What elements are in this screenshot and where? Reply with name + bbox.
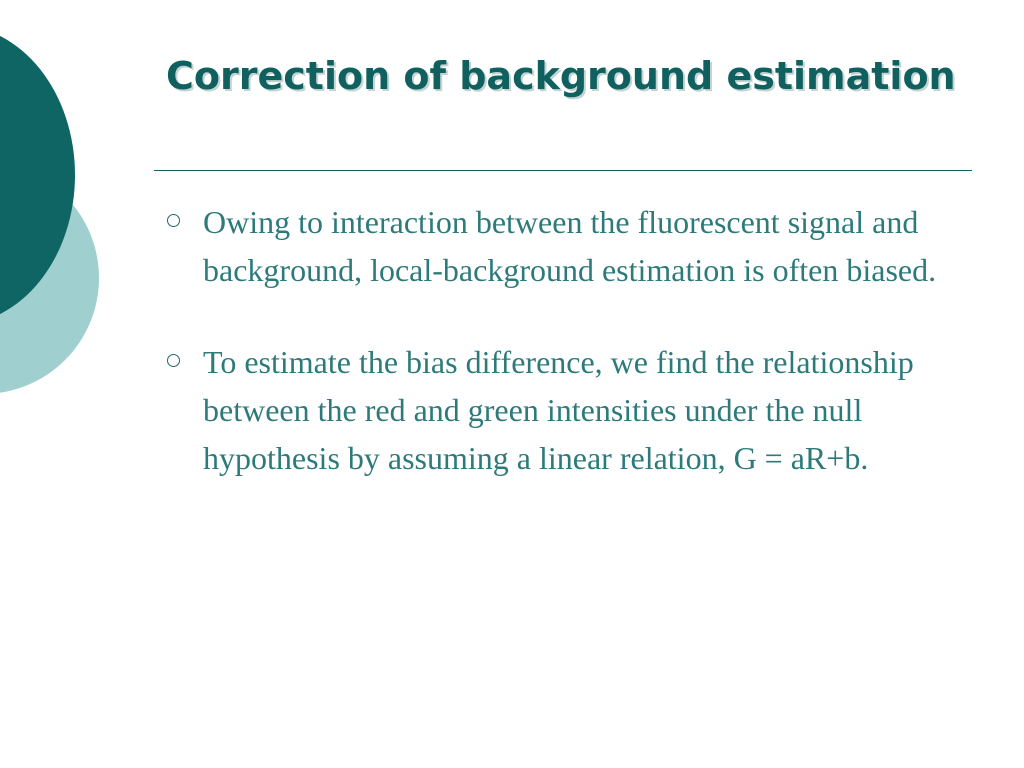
- bullet-item: [166, 198, 956, 294]
- bullet-text: To estimate the bias difference, we find the relationship between the red and green intensities under the null hypothesis by assuming a linear relation, G = aR+b.: [203, 344, 914, 476]
- bullet-text: Owing to interaction between the fluorescent signal and background, local-background estimation is often biased.: [203, 204, 937, 288]
- bullet-list: [166, 198, 956, 526]
- title-divider: [154, 170, 972, 171]
- hollow-circle-bullet-icon: [167, 354, 180, 367]
- hollow-circle-bullet-icon: [167, 214, 180, 227]
- bullet-item: [166, 338, 956, 482]
- slide-title: Correction of background estimation: [166, 54, 956, 98]
